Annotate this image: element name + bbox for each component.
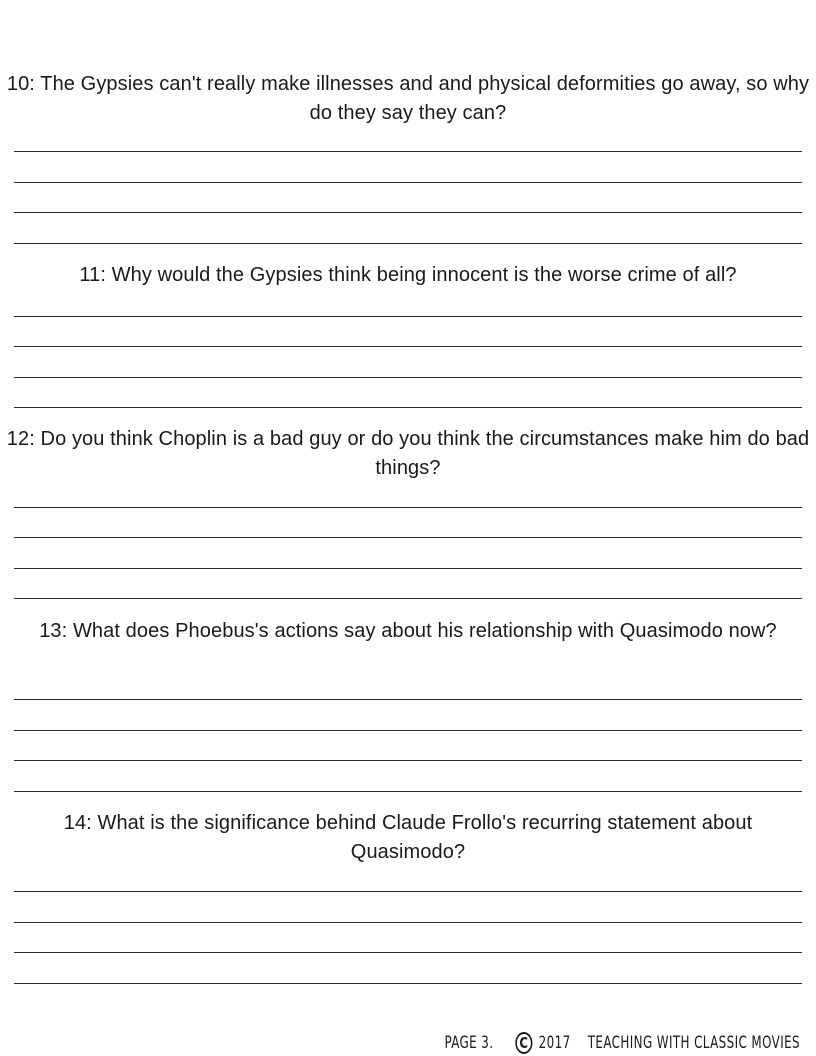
answer-line[interactable]	[14, 730, 802, 731]
answer-line[interactable]	[14, 407, 802, 408]
answer-line[interactable]	[14, 537, 802, 538]
answer-line[interactable]	[14, 983, 802, 984]
answer-line[interactable]	[14, 151, 802, 152]
question-10	[0, 70, 816, 128]
question-13-text: 13: What does Phoebus's actions say about his relationship with Quasimodo now?	[39, 620, 777, 642]
answer-line[interactable]	[14, 922, 802, 923]
question-11	[0, 261, 816, 290]
answer-line[interactable]	[14, 507, 802, 508]
answer-line[interactable]	[14, 212, 802, 213]
answer-line[interactable]	[14, 243, 802, 244]
question-11-text: 11: Why would the Gypsies think being innocent is the worse crime of all?	[79, 264, 737, 286]
answer-line[interactable]	[14, 377, 802, 378]
answer-line[interactable]	[14, 791, 802, 792]
answer-line[interactable]	[14, 699, 802, 700]
answer-line[interactable]	[14, 316, 802, 317]
question-13	[0, 617, 816, 646]
copyright-icon: C	[515, 1032, 532, 1054]
answer-line[interactable]	[14, 891, 802, 892]
answer-line[interactable]	[14, 182, 802, 183]
brand-name: TEACHING WITH CLASSIC MOVIES	[587, 1033, 800, 1053]
question-14	[0, 809, 816, 867]
question-10-text: 10: The Gypsies can't really make illnesses and and physical deformities go away, so why do they say they can?	[6, 73, 810, 124]
copyright-year: 2017	[538, 1033, 571, 1053]
answer-line[interactable]	[14, 760, 802, 761]
answer-line[interactable]	[14, 568, 802, 569]
page-number: PAGE 3.	[444, 1033, 494, 1053]
page-footer	[176, 1030, 800, 1056]
question-12-text: 12: Do you think Choplin is a bad guy or do you think the circumstances make him do bad things?	[6, 428, 810, 479]
question-12	[0, 425, 816, 483]
answer-line[interactable]	[14, 952, 802, 953]
answer-line[interactable]	[14, 346, 802, 347]
question-14-text: 14: What is the significance behind Claude Frollo's recurring statement about Quasimodo?	[63, 812, 753, 863]
answer-line[interactable]	[14, 598, 802, 599]
